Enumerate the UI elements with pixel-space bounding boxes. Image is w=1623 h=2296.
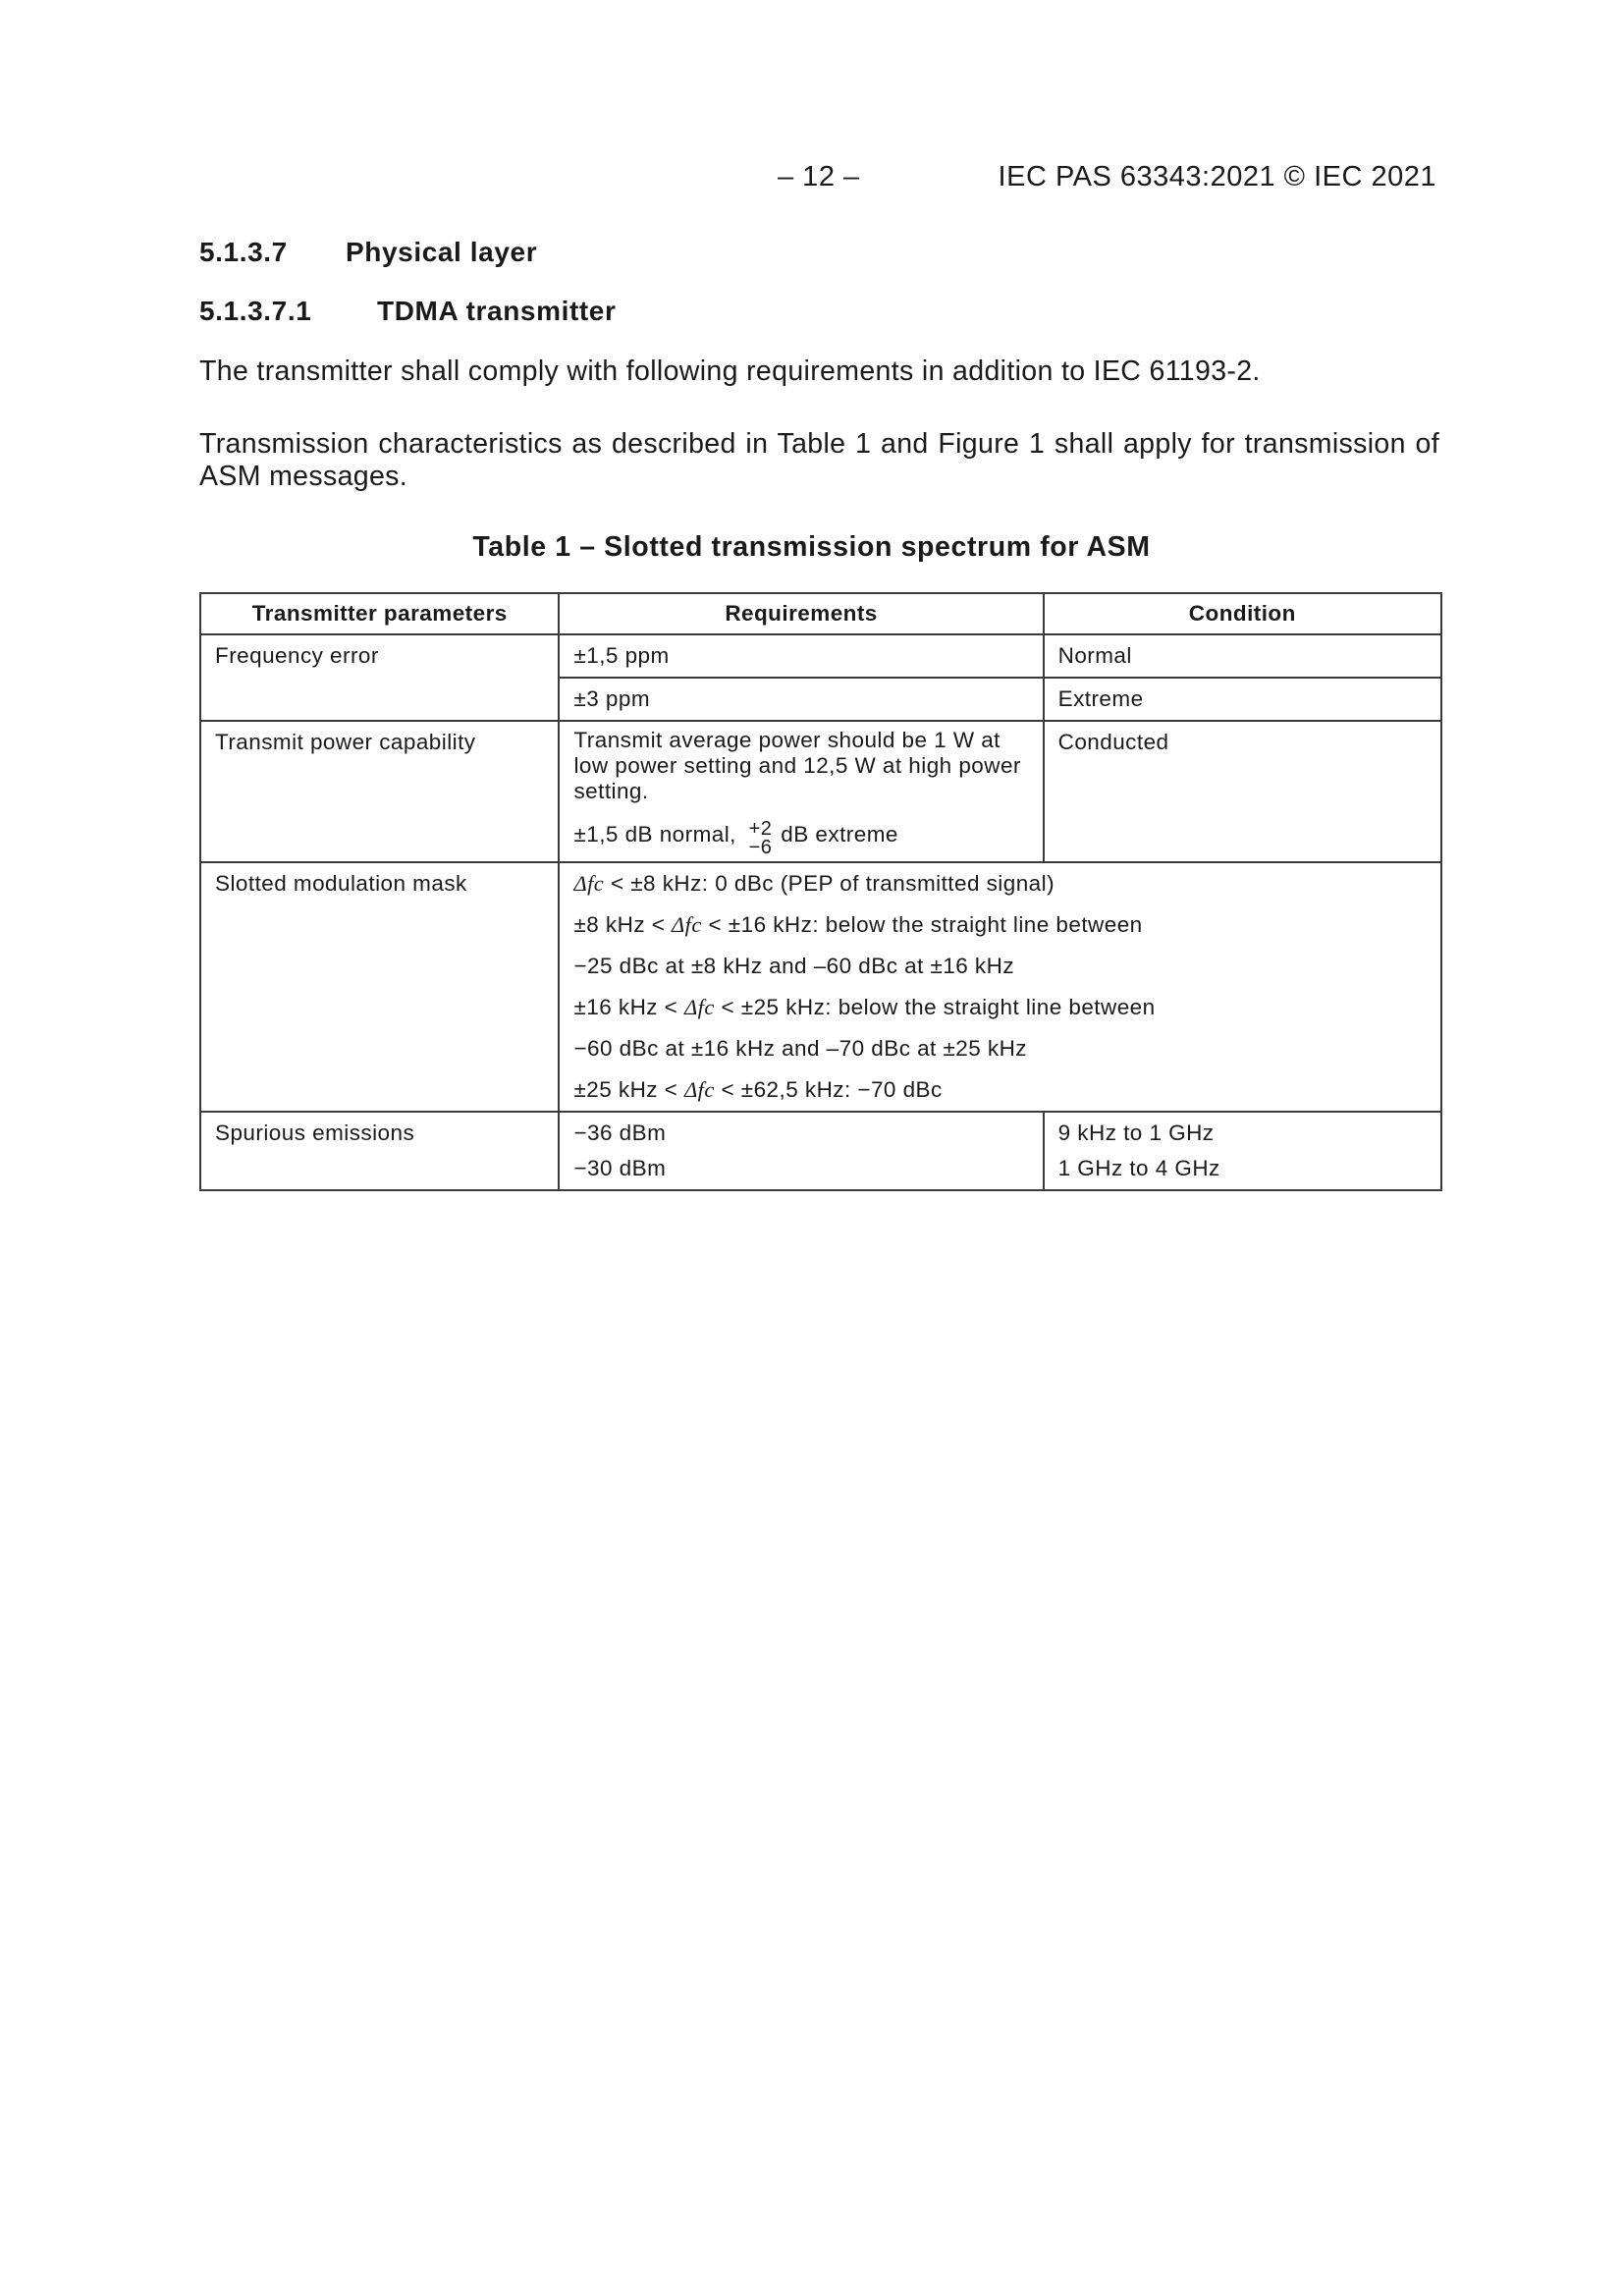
mask-line: ±8 kHz < Δfc < ±16 kHz: below the straight line between <box>573 912 1143 937</box>
param-transmit-power: Transmit power capability <box>200 721 559 862</box>
mask-line: ±25 kHz < Δfc < ±62,5 kHz: −70 dBc <box>573 1077 943 1102</box>
req-cell: ±1,5 ppm <box>559 634 1043 678</box>
column-header-parameters: Transmitter parameters <box>200 593 559 634</box>
section-heading-physical-layer <box>199 237 537 268</box>
tolerance-fraction: +2 −6 <box>748 818 773 858</box>
section-title: Physical layer <box>346 237 538 267</box>
table-row <box>200 862 1441 1112</box>
power-tolerance: ±1,5 dB normal, +2 −6 dB extreme <box>573 818 898 858</box>
column-header-requirements: Requirements <box>559 593 1043 634</box>
param-spurious-emissions: Spurious emissions <box>200 1112 559 1190</box>
table-row <box>200 1112 1441 1190</box>
page-header <box>0 161 1623 200</box>
section-title: TDMA transmitter <box>377 296 617 326</box>
table-row <box>200 721 1441 862</box>
document-id: IEC PAS 63343:2021 © IEC 2021 <box>998 161 1436 192</box>
spectrum-table <box>199 592 1442 1191</box>
req-cell <box>559 721 1043 862</box>
param-frequency-error: Frequency error <box>200 634 559 721</box>
mask-line: ±16 kHz < Δfc < ±25 kHz: below the straight line between <box>573 995 1156 1019</box>
param-modulation-mask: Slotted modulation mask <box>200 862 559 1112</box>
column-header-condition: Condition <box>1044 593 1441 634</box>
mask-line: −25 dBc at ±8 kHz and –60 dBc at ±16 kHz <box>573 954 1015 978</box>
table-row <box>200 634 1441 678</box>
power-requirement-text: Transmit average power should be 1 W at low power setting and 12,5 W at high power setting. <box>573 728 1021 803</box>
cond-cell: Extreme <box>1044 678 1441 721</box>
paragraph-transmission-characteristics: Transmission characteristics as described in Table 1 and Figure 1 shall apply for transmission of ASM messages. <box>199 428 1439 492</box>
cond-cell: Conducted <box>1044 721 1441 862</box>
cond-cell: Normal <box>1044 634 1441 678</box>
cond-cell: 9 kHz to 1 GHz 1 GHz to 4 GHz <box>1044 1112 1441 1190</box>
mask-line: Δfc < ±8 kHz: 0 dBc (PEP of transmitted signal) <box>573 871 1055 896</box>
paragraph-compliance: The transmitter shall comply with following requirements in addition to IEC 61193-2. <box>199 355 1261 387</box>
page-number: – 12 – <box>778 161 860 192</box>
table-caption: Table 1 – Slotted transmission spectrum for ASM <box>472 531 1151 563</box>
req-cell: ±3 ppm <box>559 678 1043 721</box>
table-header-row <box>200 593 1441 634</box>
section-number: 5.1.3.7 <box>199 237 288 267</box>
section-number: 5.1.3.7.1 <box>199 296 312 326</box>
mask-line: −60 dBc at ±16 kHz and –70 dBc at ±25 kHz <box>573 1036 1027 1061</box>
mask-requirements <box>559 862 1441 1112</box>
section-heading-tdma-transmitter <box>199 296 616 327</box>
req-cell: −36 dBm −30 dBm <box>559 1112 1043 1190</box>
